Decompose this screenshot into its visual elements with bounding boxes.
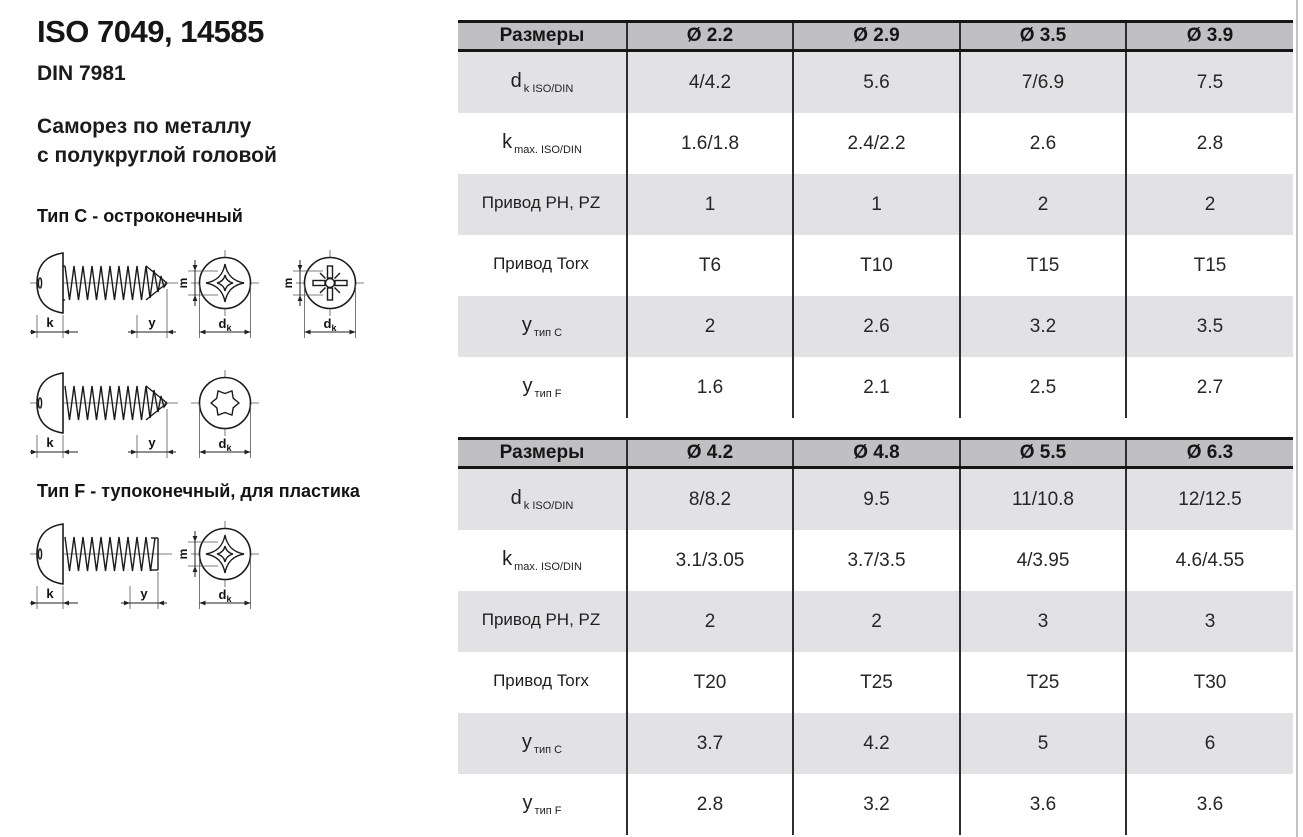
spec-value: 2.7 [1126, 357, 1293, 418]
row-label [458, 51, 627, 114]
svg-text:y: y [140, 586, 148, 601]
spec-value: 4/3.95 [960, 530, 1126, 591]
row-label-main: у [521, 314, 532, 336]
dimension-y [128, 289, 176, 338]
dimension-y [121, 572, 167, 609]
spec-value: 2.8 [1126, 113, 1293, 174]
spec-row-y-type-c [458, 713, 1293, 774]
spec-value: T10 [793, 235, 960, 296]
spec-row-y-type-c [458, 296, 1293, 357]
spec-row-y-type-f [458, 774, 1293, 835]
spec-value: 9.5 [793, 468, 960, 531]
spec-value: 2 [793, 591, 960, 652]
row-label-main: у [521, 731, 532, 753]
svg-text:m: m [281, 277, 295, 289]
row-label [458, 591, 627, 652]
row-label-main: k [502, 131, 513, 153]
page-title: ISO 7049, 14585 [37, 14, 264, 49]
diameter-column-header: Ø 4.2 [627, 439, 793, 468]
diameter-column-header: Ø 6.3 [1126, 439, 1293, 468]
row-label-main: Привод PH, PZ [481, 193, 601, 212]
spec-value: 3.7/3.5 [793, 530, 960, 591]
type-f-heading: Тип F - тупоконечный, для пластика [37, 481, 360, 501]
spec-value: T15 [960, 235, 1126, 296]
dimension-k [30, 586, 78, 609]
spec-value: T25 [960, 652, 1126, 713]
row-label-sub: тип C [533, 327, 563, 339]
screw-side-view-blunt [30, 524, 172, 584]
spec-row-drive-ph-pz [458, 591, 1293, 652]
spec-value: 1.6/1.8 [627, 113, 793, 174]
spec-row-kmax [458, 530, 1293, 591]
row-label-sub: тип F [534, 388, 562, 400]
spec-value: 12/12.5 [1126, 468, 1293, 531]
row-label [458, 774, 627, 835]
svg-text:dk: $d_k$ [218, 316, 232, 333]
row-label [458, 174, 627, 235]
spec-value: 7.5 [1126, 51, 1293, 114]
svg-text:dk: $d_k$ [218, 436, 232, 453]
spec-row-drive-torx [458, 235, 1293, 296]
svg-text:y: y [148, 315, 156, 330]
diameter-column-header: Ø 3.9 [1126, 22, 1293, 51]
spec-value: T25 [793, 652, 960, 713]
spec-row-kmax [458, 113, 1293, 174]
product-description-line1: Саморез по металлу [37, 115, 252, 138]
type-c-drawing-torx [30, 357, 280, 469]
row-label [458, 713, 627, 774]
page-edge-divider [1296, 0, 1298, 837]
spec-value: 7/6.9 [960, 51, 1126, 114]
dimension-k [30, 435, 78, 458]
ph-head-view [176, 521, 259, 609]
pz-head-view [281, 250, 364, 338]
spec-value: 3.2 [793, 774, 960, 835]
svg-text:dk: $d_k$ [218, 587, 232, 604]
spec-row-dk [458, 51, 1293, 114]
row-label-main: Привод Torx [493, 254, 589, 273]
dimension-k [30, 315, 78, 338]
spec-value: 4/4.2 [627, 51, 793, 114]
diameter-column-header: Ø 2.9 [793, 22, 960, 51]
spec-value: 1 [793, 174, 960, 235]
type-c-heading: Тип C - остроконечный [37, 206, 243, 226]
spec-value: 3.7 [627, 713, 793, 774]
row-label-main: Привод Torx [493, 671, 589, 690]
row-label [458, 296, 627, 357]
row-label-sub: max. ISO/DIN [514, 561, 582, 573]
spec-value: 2.4/2.2 [793, 113, 960, 174]
row-label-sub: max. ISO/DIN [514, 144, 582, 156]
screw-side-view-pointed [30, 373, 178, 433]
spec-value: 2 [627, 296, 793, 357]
spec-value: 2.6 [793, 296, 960, 357]
spec-value: T30 [1126, 652, 1293, 713]
svg-text:k: k [46, 586, 54, 601]
row-label-sub: k ISO/DIN [523, 500, 574, 512]
spec-value: 2.5 [960, 357, 1126, 418]
spec-value: 1.6 [627, 357, 793, 418]
table-header-row [458, 439, 1293, 468]
spec-row-drive-torx [458, 652, 1293, 713]
size-table-large-diameters [458, 437, 1293, 835]
spec-value: 3.6 [1126, 774, 1293, 835]
svg-text:y: y [148, 435, 156, 450]
row-label-main: d [510, 70, 522, 92]
row-label [458, 530, 627, 591]
spec-value: 3.5 [1126, 296, 1293, 357]
row-label [458, 235, 627, 296]
svg-text:k: k [46, 315, 54, 330]
spec-value: T6 [627, 235, 793, 296]
spec-value: 2.1 [793, 357, 960, 418]
spec-value: T20 [627, 652, 793, 713]
row-label [458, 468, 627, 531]
spec-value: 1 [627, 174, 793, 235]
spec-value: 2.8 [627, 774, 793, 835]
spec-value: 3.1/3.05 [627, 530, 793, 591]
row-label-sub: тип C [533, 744, 563, 756]
table-header-row [458, 22, 1293, 51]
product-description-line2: с полукруглой головой [37, 144, 277, 167]
diameter-column-header: Ø 4.8 [793, 439, 960, 468]
spec-value: 4.2 [793, 713, 960, 774]
spec-value: 2.6 [960, 113, 1126, 174]
ph-head-view [176, 250, 259, 338]
row-label-sub: тип F [534, 805, 562, 817]
spec-value: 5 [960, 713, 1126, 774]
dimension-y [128, 409, 176, 458]
diameter-column-header: Ø 3.5 [960, 22, 1126, 51]
size-table-small-diameters [458, 20, 1293, 418]
row-label [458, 652, 627, 713]
spec-value: 2 [960, 174, 1126, 235]
spec-value: 6 [1126, 713, 1293, 774]
spec-value: 3.6 [960, 774, 1126, 835]
spec-value: 3 [960, 591, 1126, 652]
spec-value: 8/8.2 [627, 468, 793, 531]
spec-value: 5.6 [793, 51, 960, 114]
torx-head-view [191, 370, 259, 458]
spec-value: 2 [627, 591, 793, 652]
spec-value: 2 [1126, 174, 1293, 235]
diameter-column-header: Ø 5.5 [960, 439, 1126, 468]
row-label-main: d [510, 487, 522, 509]
spec-value: 3 [1126, 591, 1293, 652]
spec-row-drive-ph-pz [458, 174, 1293, 235]
type-f-drawing-ph [30, 508, 280, 620]
screw-side-view-pointed [30, 253, 178, 313]
svg-text:k: k [46, 435, 54, 450]
row-label [458, 357, 627, 418]
table-title-cell: Размеры [458, 22, 627, 51]
spec-row-y-type-f [458, 357, 1293, 418]
svg-text:dk: $d_k$ [323, 316, 337, 333]
svg-text:m: m [176, 277, 190, 289]
diameter-column-header: Ø 2.2 [627, 22, 793, 51]
table-title-cell: Размеры [458, 439, 627, 468]
page-subtitle: DIN 7981 [37, 62, 126, 85]
row-label-sub: k ISO/DIN [523, 83, 574, 95]
row-label-main: у [522, 375, 533, 397]
row-label-main: k [502, 548, 513, 570]
spec-value: 11/10.8 [960, 468, 1126, 531]
row-label-main: у [522, 792, 533, 814]
svg-text:m: m [176, 548, 190, 560]
spec-row-dk [458, 468, 1293, 531]
product-description [37, 112, 277, 170]
spec-value: 4.6/4.55 [1126, 530, 1293, 591]
row-label-main: Привод PH, PZ [481, 610, 601, 629]
spec-value: T15 [1126, 235, 1293, 296]
row-label [458, 113, 627, 174]
spec-value: 3.2 [960, 296, 1126, 357]
type-c-drawing-ph-pz [30, 237, 375, 349]
